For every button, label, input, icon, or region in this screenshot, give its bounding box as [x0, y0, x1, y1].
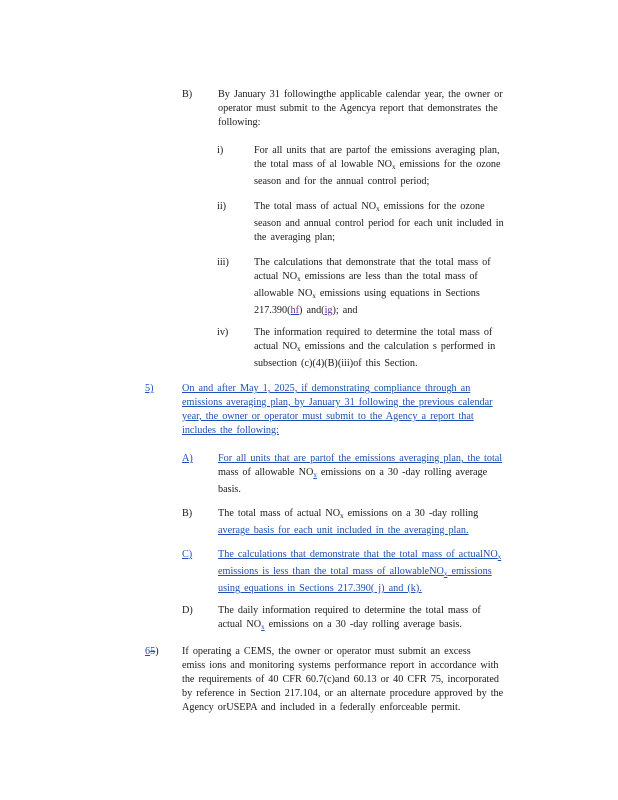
item-label: iv) [217, 327, 229, 338]
item-text: The calculations that demonstrate that the total mass of actual $NO_x$ emissions are less than the total mass of allowable $NO_x$ emissions using equations in Sections 217.390(hf) and(ig); and [254, 257, 491, 316]
item-text: The total mass of actual $NO_x$ emissions on a 30 -day rolling average basis for each unit included in the averaging plan. [218, 508, 479, 536]
item-5-d [182, 604, 538, 635]
item-label: A) [182, 453, 193, 464]
item-5-a [182, 452, 538, 497]
item-label: ii) [217, 201, 227, 212]
item-6 [145, 645, 542, 715]
item-5-c [182, 548, 540, 596]
item-b-iv [217, 326, 539, 371]
item-5-inserted [145, 382, 539, 438]
amended-ref-h: hf [290, 304, 300, 316]
item-text: The daily information required to determine the total mass of actual $NO_x$ emissions on a 30 -day rolling average basis. [218, 605, 481, 631]
item-b-iii [217, 256, 539, 318]
item-label: B) [182, 89, 193, 100]
item-text: On and after May 1, 2025, if demonstrating compliance through an emissions averaging plan, by January 31 following the previous calendar year, the owner or operator must submit to the Agency a report that includes the following: [182, 383, 493, 436]
item-label: C) [182, 549, 193, 560]
item-5-b [182, 507, 538, 538]
item-b-ii [217, 200, 539, 245]
item-label: D) [182, 605, 193, 616]
item-text: If operating a CEMS, the owner or operator must submit an excess emiss ions and monitoring systems performance report in accordance with the requirements of 40 CFR 60.7(c)and 60.13 or 40 CFR 75, incorporated by reference in Section 217.104, or an alternate procedure approved by the Agency orUSEPA and included in a federally enforceable permit. [182, 646, 504, 713]
item-label: i) [217, 145, 224, 156]
item-text: By January 31 followingthe applicable calendar year, the owner or operator must submit to the Agencya report that demonstrates the following: [218, 89, 503, 128]
item-label: iii) [217, 257, 229, 268]
item-label: 65) [145, 646, 159, 657]
item-text: The total mass of actual $NO_x$ emissions for the ozone season and annual control period for each unit included in the averaging plan; [254, 201, 504, 243]
item-text: The information required to determine the total mass of actual $NO_x$ emissions and the calculation s performed in subsection (c)(4)(B)(iii)of this Section. [254, 327, 496, 369]
item-b-i [217, 144, 539, 189]
item-b [182, 88, 538, 130]
item-label: 5) [145, 383, 154, 394]
item-label: B) [182, 508, 193, 519]
item-text: For all units that are partof the emissions averaging plan, the total mass of al lowable $NO_x$ emissions for the ozone season and for the annual control period; [254, 145, 501, 187]
amended-ref-i: ig [324, 304, 333, 316]
item-text: The calculations that demonstrate that the total mass of actualNO$_x$ emissions is less than the total mass of allowableNO$_x$ emissions using equations in Sections 217.390( j) and (k). [218, 549, 502, 594]
item-text: For all units that are partof the emissions averaging plan, the total mass of allowable $NO_x$ emissions on a 30 -day rolling average basis. [218, 453, 503, 495]
